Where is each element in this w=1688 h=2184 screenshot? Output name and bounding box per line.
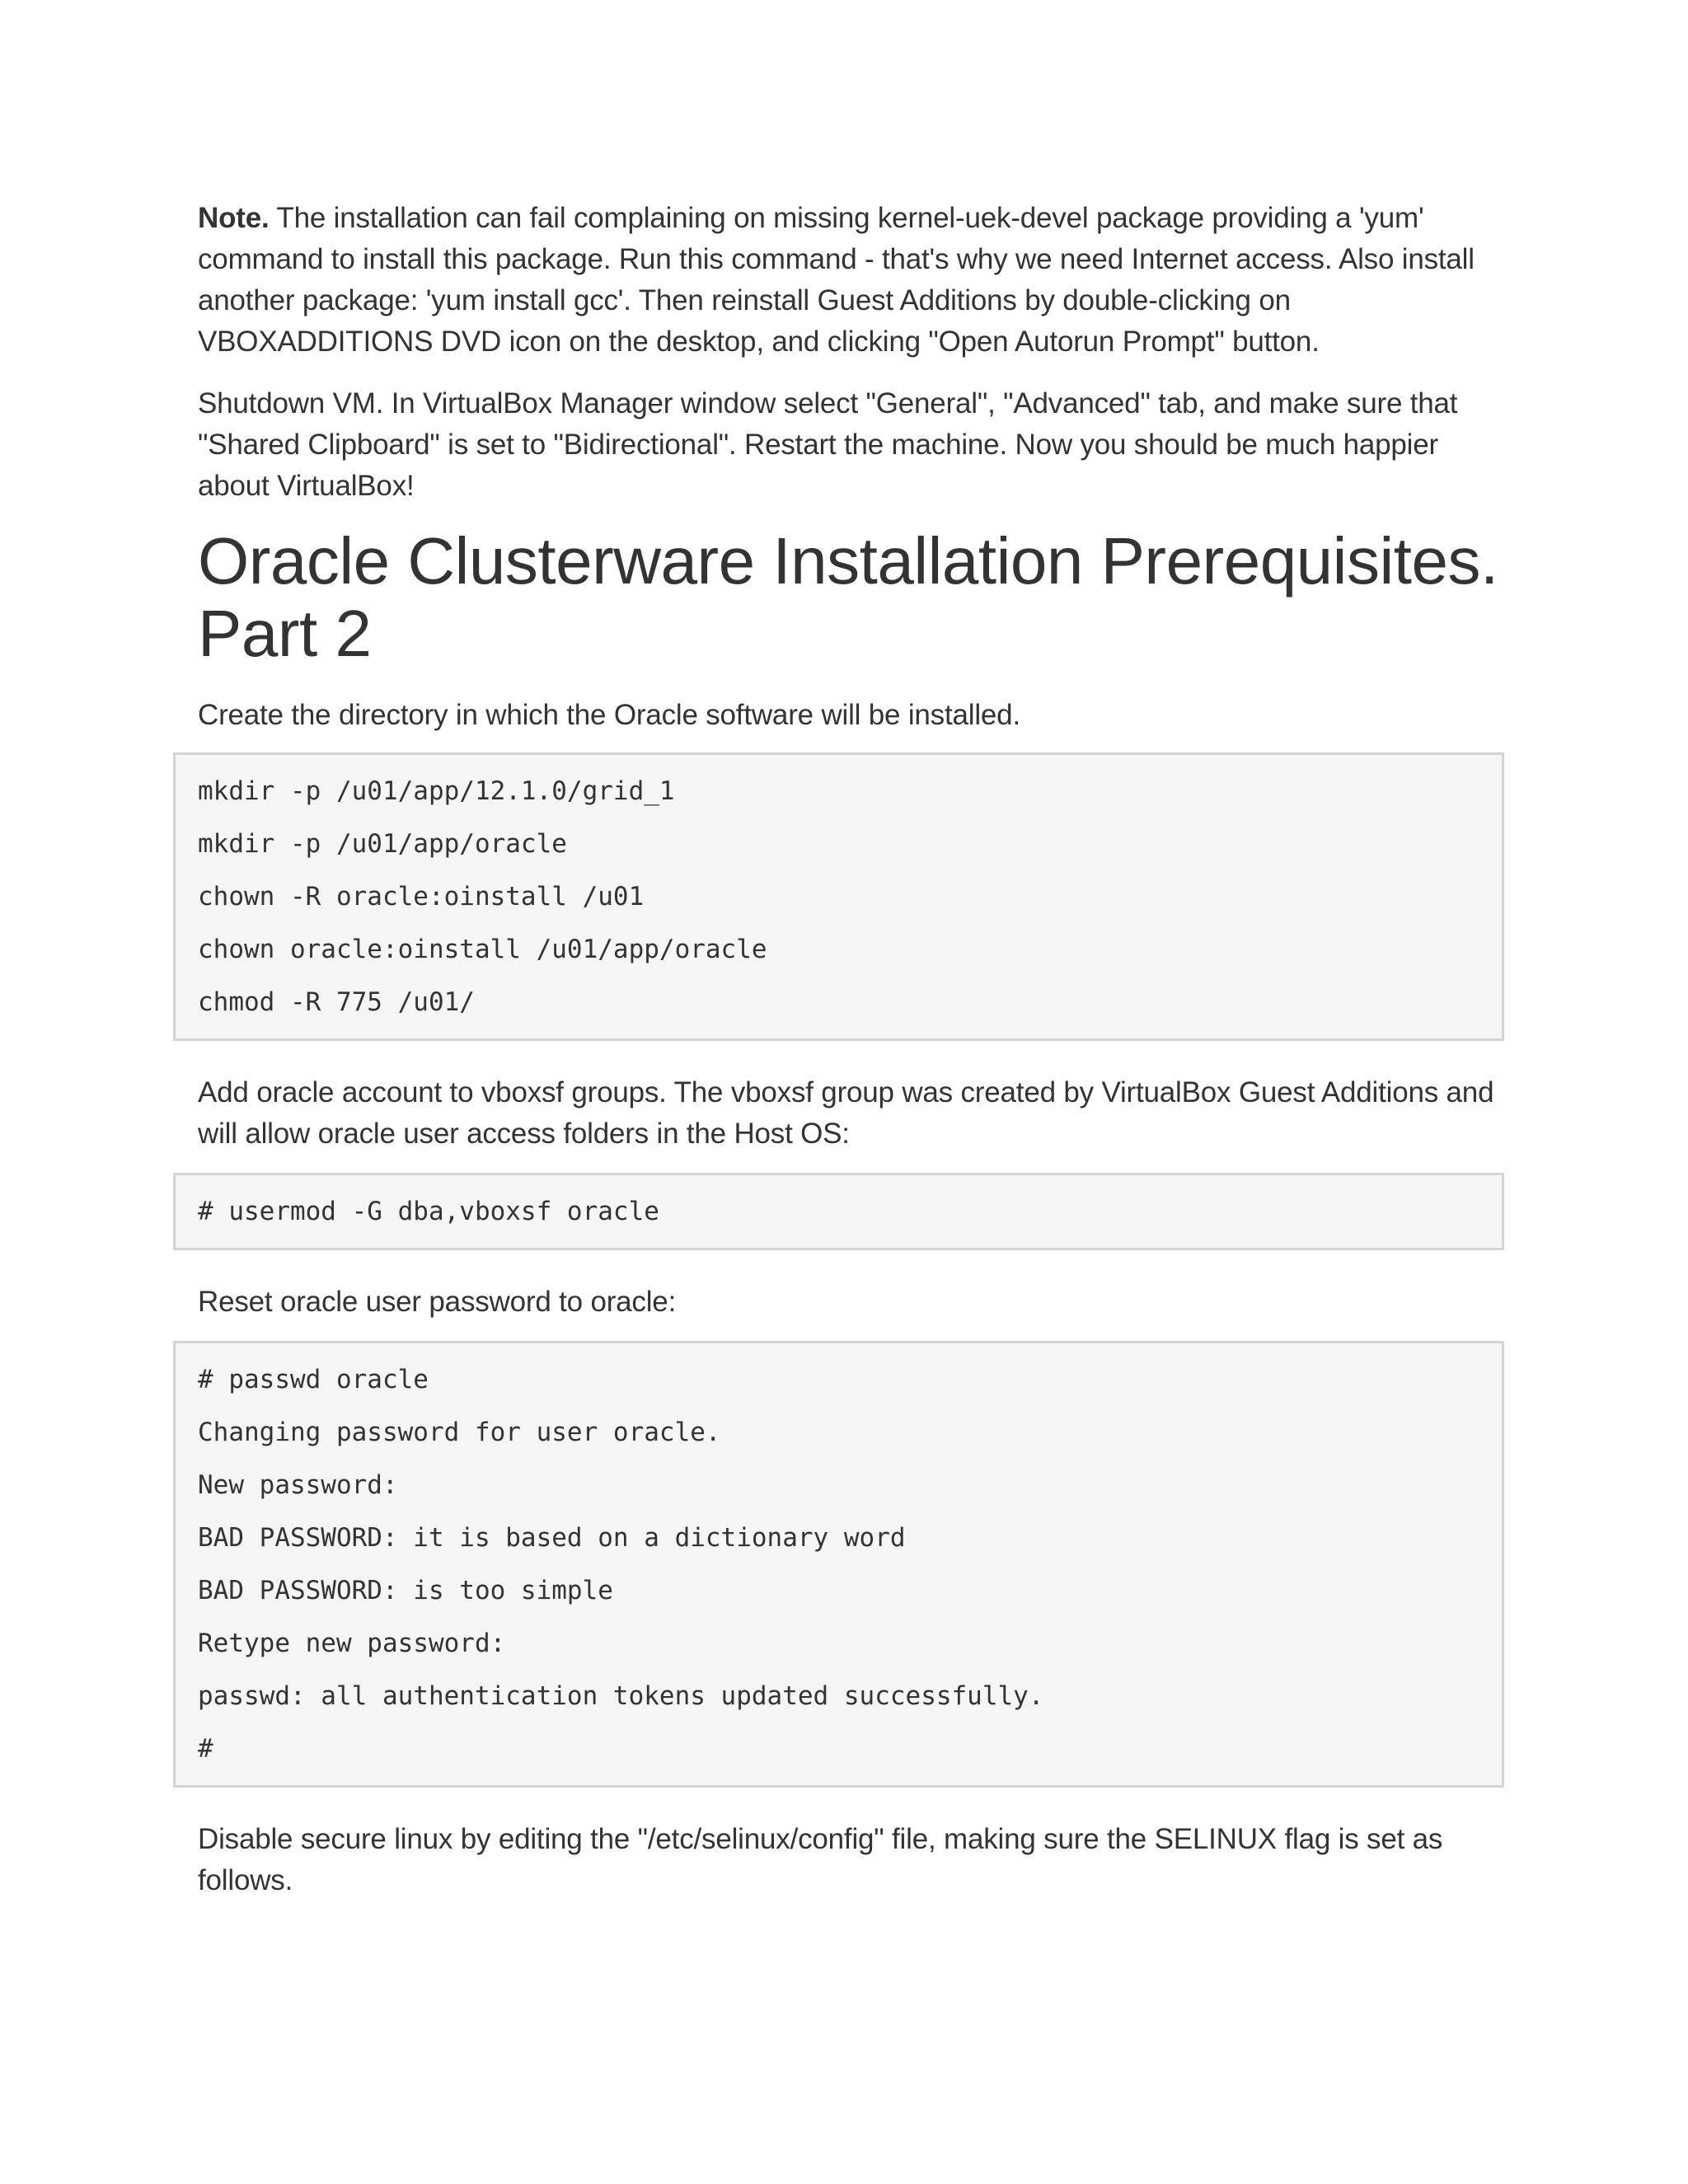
note-text: The installation can fail complaining on missing kernel-uek-devel package providing a 'yum' command to install this package. Run this command - that's why we need Internet access. Also install another package: 'yum install gcc'. Then reinstall Guest Additions by double-clicking on VBOXADDITIONS DVD icon on the desktop, and clicking "Open Autorun Prompt" button.: [198, 202, 1475, 358]
create-directory-intro: Create the directory in which the Oracle software will be installed.: [198, 699, 1020, 731]
code-line: mkdir -p /u01/app/oracle: [198, 829, 567, 859]
code-block-usermod: [173, 1173, 1504, 1250]
code-block-passwd: [173, 1341, 1504, 1788]
code-line: Changing password for user oracle.: [198, 1418, 721, 1447]
code-line: chown -R oracle:oinstall /u01: [198, 882, 645, 912]
code-line: # usermod -G dba,vboxsf oracle: [198, 1197, 659, 1226]
code-line: chown oracle:oinstall /u01/app/oracle: [198, 935, 767, 964]
code-line: # passwd oracle: [198, 1365, 429, 1394]
code-line: chmod -R 775 /u01/: [198, 987, 475, 1017]
page-content: [198, 198, 1500, 1901]
note-paragraph: [198, 198, 1500, 363]
shutdown-paragraph: Shutdown VM. In VirtualBox Manager window select "General", "Advanced" tab, and make sure that "Shared Clipboard" is set to "Bidirectional". Restart the machine. Now you should be much happier about VirtualBox!: [198, 387, 1458, 502]
note-label: Note.: [198, 202, 270, 234]
section-heading: Oracle Clusterware Installation Prerequisites. Part 2: [198, 524, 1498, 670]
code-line: Retype new password:: [198, 1629, 506, 1658]
code-line: BAD PASSWORD: is too simple: [198, 1576, 613, 1605]
code-line: New password:: [198, 1470, 398, 1500]
selinux-paragraph: Disable secure linux by editing the "/etc/selinux/config" file, making sure the SELINUX flag is set as follows.: [198, 1823, 1443, 1896]
code-block-mkdir: [173, 752, 1504, 1041]
add-account-intro: Add oracle account to vboxsf groups. The vboxsf group was created by VirtualBox Guest Additions and will allow oracle user access folders in the Host OS:: [198, 1076, 1494, 1150]
reset-password-intro: Reset oracle user password to oracle:: [198, 1286, 677, 1318]
code-line: BAD PASSWORD: it is based on a dictionary word: [198, 1523, 906, 1553]
code-line: passwd: all authentication tokens updated successfully.: [198, 1681, 1044, 1711]
code-line: mkdir -p /u01/app/12.1.0/grid_1: [198, 776, 675, 806]
code-line: #: [198, 1734, 213, 1764]
